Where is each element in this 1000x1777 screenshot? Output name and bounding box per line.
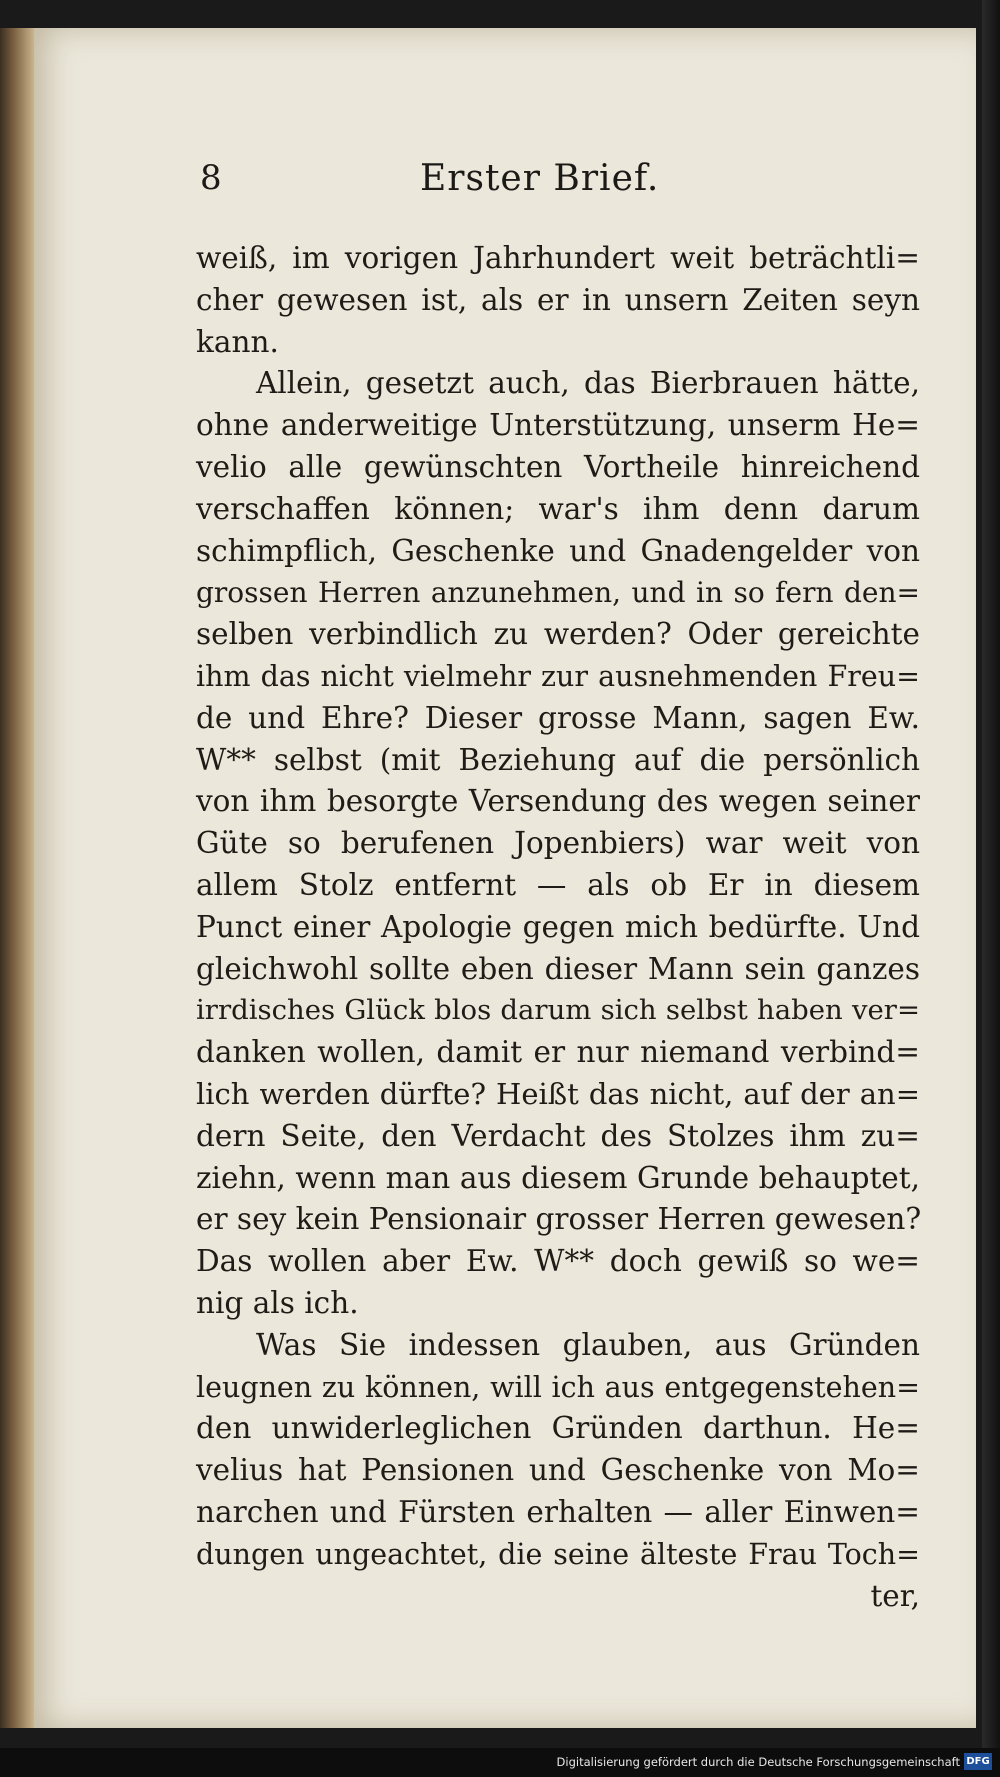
text-line: narchen und Fürsten erhalten — aller Einwen= [196,1494,920,1529]
text-line: leugnen zu können, will ich aus entgegenstehen= [196,1370,920,1404]
text-line: Was Sie indessen glauben, aus Gründen [256,1327,920,1362]
page-number: 8 [200,158,222,198]
text-line: grossen Herren anzunehmen, und in so fern den= [196,576,920,610]
text-line: danken wollen, damit er nur niemand verbind= [196,1035,920,1070]
page-header [200,158,700,198]
text-line: allem Stolz entfernt — als ob Er in diesem [196,867,920,902]
text-line: velio alle gewünschten Vortheile hinreichend [196,449,920,484]
text-line: ihm das nicht vielmehr zur ausnehmenden Freu= [196,659,920,693]
text-line: kann. [196,324,279,359]
text-line: W** selbst (mit Beziehung auf die persönlich [196,742,920,777]
text-line: Punct einer Apologie gegen mich bedürfte. Und [196,909,920,944]
text-line: cher gewesen ist, als er in unsern Zeiten seyn [196,282,920,317]
text-line: nig als ich. [196,1285,359,1320]
text-line: selben verbindlich zu werden? Oder gereichte [196,617,920,652]
text-line: ziehn, wenn man aus diesem Grunde behauptet, [196,1160,920,1195]
text-line: velius hat Pensionen und Geschenke von Mo= [196,1453,920,1488]
funding-credit: Digitalisierung gefördert durch die Deutsche Forschungsgemeinschaft [556,1755,960,1769]
text-line: den unwiderleglichen Gründen darthun. He= [196,1411,920,1446]
text-line: irrdisches Glück blos darum sich selbst haben ver= [196,994,920,1027]
catchword: ter, [870,1578,920,1613]
running-head: Erster Brief. [420,158,660,199]
text-line: Das wollen aber Ew. W** doch gewiß so we= [196,1244,920,1279]
text-line: von ihm besorgte Versendung des wegen seiner [196,784,920,819]
text-line: dungen ungeachtet, die seine älteste Frau Toch= [196,1537,920,1571]
text-line: ohne anderweitige Unterstützung, unserm He= [196,408,920,443]
text-line: Allein, gesetzt auch, das Bierbrauen hätte, [256,366,920,401]
book-spine-edge [0,28,34,1728]
text-line: verschaffen können; war's ihm denn darum [196,491,920,526]
digitization-footer [0,1748,1000,1777]
text-line: Güte so berufenen Jopenbiers) war weit von [196,826,920,861]
text-line: schimpflich, Geschenke und Gnadengelder von [196,533,920,568]
dfg-logo: DFG [964,1753,992,1770]
text-line: gleichwohl sollte eben dieser Mann sein ganzes [196,951,920,986]
text-line: de und Ehre? Dieser grosse Mann, sagen Ew. [196,700,920,735]
text-line: er sey kein Pensionair grosser Herren gewesen? [196,1202,922,1237]
page-right-shadow [982,0,1000,1777]
text-line: weiß, im vorigen Jahrhundert weit beträchtli= [196,241,920,275]
text-line: lich werden dürfte? Heißt das nicht, auf der an= [196,1076,920,1111]
body-text [196,238,920,1617]
text-line: dern Seite, den Verdacht des Stolzes ihm zu= [196,1118,920,1153]
